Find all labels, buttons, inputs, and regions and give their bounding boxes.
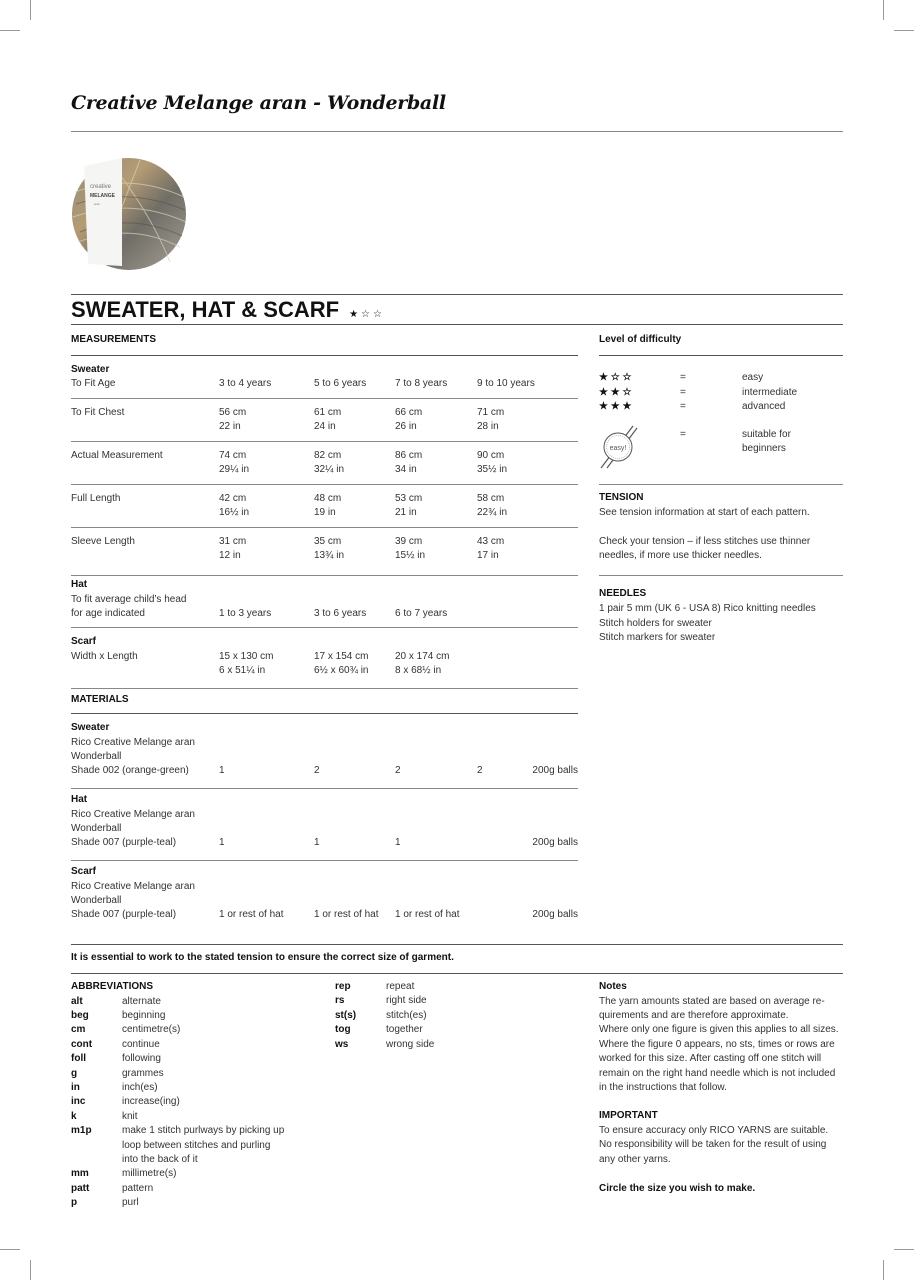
easy-badge-icon — [597, 422, 641, 470]
divider — [71, 713, 578, 714]
equals-sign: = — [680, 386, 686, 398]
divider — [71, 484, 578, 485]
crop-mark — [883, 1260, 884, 1280]
difficulty-stars: ★ ☆ ☆ — [599, 372, 632, 383]
material-quantity: 2 — [395, 765, 401, 776]
material-quantity: 1 — [314, 837, 320, 848]
hat-label: To fit average child’s head — [71, 594, 187, 605]
measurement-value: 16½ in — [219, 507, 250, 518]
divider — [71, 860, 578, 861]
yarn-title: Creative Melange aran - Wonderball — [71, 92, 446, 114]
abbreviation-meaning: following — [122, 1053, 161, 1065]
measurement-value: 31 cm — [219, 536, 247, 547]
abbreviation-meaning: millimetre(s) — [122, 1168, 177, 1180]
material-shade: Shade 007 (purple-teal) — [71, 837, 177, 848]
tension-text: See tension information at start of each pattern. — [599, 507, 810, 518]
abbreviation-term: inc — [71, 1096, 86, 1108]
abbreviation-meaning: alternate — [122, 995, 161, 1007]
measurement-label: Actual Measurement — [71, 450, 163, 461]
material-name: Wonderball — [71, 823, 122, 834]
measurement-value: 48 cm — [314, 493, 342, 504]
abbreviation-meaning: knit — [122, 1110, 138, 1122]
material-quantity: 1 — [219, 765, 225, 776]
needles-item: 1 pair 5 mm (UK 6 - USA 8) Rico knitting needles — [599, 603, 816, 614]
notes-text: The yarn amounts stated are based on average re- — [599, 995, 825, 1007]
scarf-value: 15 x 130 cm — [219, 651, 274, 662]
measurement-value: 13¾ in — [314, 550, 345, 561]
material-shade: Shade 002 (orange-green) — [71, 765, 189, 776]
material-unit: 200g balls — [532, 837, 578, 848]
difficulty-label: intermediate — [742, 386, 798, 398]
divider — [71, 944, 843, 945]
measurement-value: 32¼ in — [314, 464, 345, 475]
measurement-value: 9 to 10 years — [477, 378, 535, 389]
material-unit: 200g balls — [532, 909, 578, 920]
hat-value: 6 to 7 years — [395, 608, 448, 619]
needles-item: Stitch markers for sweater — [599, 632, 716, 643]
abbreviation-term: st(s) — [335, 1009, 357, 1021]
hat-label: for age indicated — [71, 608, 145, 619]
difficulty-label: advanced — [742, 401, 786, 412]
measurement-value: 7 to 8 years — [395, 378, 448, 389]
tension-heading: TENSION — [599, 492, 644, 503]
label-text: aran — [94, 202, 101, 206]
measurement-value: 21 in — [395, 507, 417, 518]
abbreviation-meaning: make 1 stitch purlways by picking up — [122, 1125, 285, 1137]
circle-size-note: Circle the size you wish to make. — [599, 1183, 756, 1194]
measurement-value: 71 cm — [477, 407, 505, 418]
abbreviation-term: g — [71, 1067, 78, 1079]
important-text: No responsibility will be taken for the result of using — [599, 1139, 827, 1151]
material-quantity: 1 — [395, 837, 401, 848]
crop-mark — [894, 30, 914, 31]
measurement-label: To Fit Chest — [71, 407, 125, 418]
abbreviation-meaning: wrong side — [386, 1038, 435, 1050]
divider — [71, 627, 578, 628]
measurement-value: 3 to 4 years — [219, 378, 272, 389]
material-quantity: 1 or rest of hat — [314, 909, 379, 920]
measurement-value: 66 cm — [395, 407, 423, 418]
abbreviation-term: m1p — [71, 1125, 92, 1137]
abbreviation-term: cm — [71, 1024, 86, 1036]
abbreviation-meaning: into the back of it — [122, 1153, 198, 1165]
abbreviation-term: k — [71, 1110, 77, 1122]
abbreviation-meaning: increase(ing) — [122, 1096, 180, 1108]
measurement-value: 35½ in — [477, 464, 508, 475]
abbreviation-meaning: centimetre(s) — [122, 1024, 181, 1036]
crop-mark — [894, 1249, 914, 1250]
measurement-value: 53 cm — [395, 493, 423, 504]
material-quantity: 1 or rest of hat — [395, 909, 460, 920]
hat-value: 3 to 6 years — [314, 608, 367, 619]
measurement-value: 43 cm — [477, 536, 505, 547]
yarn-ball-image — [70, 152, 188, 274]
tension-warning: It is essential to work to the stated tension to ensure the correct size of garment. — [71, 952, 454, 963]
measurement-value: 19 in — [314, 507, 336, 518]
star-filled-icon: ★ — [349, 309, 362, 320]
scarf-value: 8 x 68½ in — [395, 665, 442, 676]
equals-sign: = — [680, 401, 686, 412]
equals-sign: = — [680, 429, 686, 440]
divider — [71, 527, 578, 528]
measurement-value: 86 cm — [395, 450, 423, 461]
notes-heading: Notes — [599, 981, 627, 992]
divider — [71, 294, 843, 295]
divider — [71, 688, 578, 689]
difficulty-stars: ★ ★ ★ — [599, 401, 632, 412]
material-name: Rico Creative Melange aran — [71, 737, 195, 748]
abbreviation-term: beg — [71, 1009, 89, 1021]
tension-text: needles, if more use thicker needles. — [599, 550, 762, 561]
scarf-value: 6 x 51¼ in — [219, 665, 266, 676]
divider — [599, 355, 843, 356]
abbreviation-term: patt — [71, 1182, 90, 1194]
hat-value: 1 to 3 years — [219, 608, 272, 619]
divider — [71, 324, 843, 325]
hat-heading: Hat — [71, 579, 88, 590]
abbreviation-term: p — [71, 1197, 78, 1209]
material-name: Rico Creative Melange aran — [71, 881, 195, 892]
measurement-value: 15½ in — [395, 550, 426, 561]
difficulty-label: easy — [742, 372, 764, 383]
divider — [599, 575, 843, 576]
measurement-value: 17 in — [477, 550, 499, 561]
divider — [71, 441, 578, 442]
abbreviation-meaning: inch(es) — [122, 1081, 158, 1093]
abbreviation-term: tog — [335, 1024, 351, 1036]
abbreviation-meaning: pattern — [122, 1182, 154, 1194]
divider — [71, 575, 578, 576]
equals-sign: = — [680, 372, 686, 383]
notes-text: quirements and are therefore approximate. — [599, 1009, 789, 1021]
material-quantity: 1 or rest of hat — [219, 909, 284, 920]
measurement-value: 24 in — [314, 421, 336, 432]
star-empty-icon: ☆ — [373, 309, 385, 320]
measurement-label: Sleeve Length — [71, 536, 135, 547]
notes-text: Where only one figure is given this applies to all sizes. — [599, 1024, 839, 1036]
measurement-value: 39 cm — [395, 536, 423, 547]
measurements-heading: MEASUREMENTS — [71, 334, 157, 345]
crop-mark — [30, 0, 31, 20]
pattern-title: SWEATER, HAT & SCARF — [71, 297, 340, 322]
abbreviation-term: alt — [71, 995, 83, 1007]
measurement-label: Full Length — [71, 493, 121, 504]
difficulty-label: beginners — [742, 443, 786, 454]
notes-text: Where the figure 0 appears, no sts, times or rows are — [599, 1038, 835, 1050]
tension-text: Check your tension – if less stitches use thinner — [599, 536, 811, 547]
abbreviation-meaning: stitch(es) — [386, 1009, 427, 1021]
measurement-value: 90 cm — [477, 450, 505, 461]
star-empty-icon: ☆ — [361, 309, 373, 320]
measurement-value: 42 cm — [219, 493, 247, 504]
scarf-value: 17 x 154 cm — [314, 651, 369, 662]
needles-item: Stitch holders for sweater — [599, 617, 712, 629]
measurement-value: 5 to 6 years — [314, 378, 367, 389]
measurement-value: 82 cm — [314, 450, 342, 461]
label-text: creative — [90, 184, 112, 190]
scarf-label: Width x Length — [71, 651, 138, 662]
measurement-value: 56 cm — [219, 407, 247, 418]
abbreviation-meaning: continue — [122, 1038, 160, 1050]
notes-text: worked for this size. After casting off one stitch will — [599, 1053, 822, 1065]
material-heading: Hat — [71, 794, 88, 805]
abbreviation-term: rs — [335, 995, 345, 1007]
material-quantity: 2 — [477, 765, 483, 776]
divider — [71, 355, 578, 356]
difficulty-stars — [349, 309, 385, 320]
scarf-value: 20 x 174 cm — [395, 651, 450, 662]
abbreviation-meaning: right side — [386, 995, 427, 1007]
important-heading: IMPORTANT — [599, 1110, 658, 1121]
divider — [71, 131, 843, 132]
material-quantity: 2 — [314, 765, 320, 776]
material-heading: Scarf — [71, 866, 97, 877]
abbreviation-term: cont — [71, 1038, 93, 1050]
divider — [71, 398, 578, 399]
important-text: any other yarns. — [599, 1153, 671, 1165]
needles-heading: NEEDLES — [599, 588, 647, 599]
abbreviation-meaning: beginning — [122, 1009, 166, 1021]
crop-mark — [883, 0, 884, 20]
svg-text:easy!: easy! — [609, 445, 627, 452]
notes-text: in the instructions that follow. — [599, 1081, 727, 1093]
abbreviation-meaning: repeat — [386, 981, 415, 992]
abbreviation-term: mm — [71, 1168, 89, 1180]
crop-mark — [0, 1249, 20, 1250]
measurement-value: 34 in — [395, 464, 417, 475]
material-unit: 200g balls — [532, 765, 578, 776]
measurement-value: 35 cm — [314, 536, 342, 547]
measurement-value: 61 cm — [314, 407, 342, 418]
material-shade: Shade 007 (purple-teal) — [71, 909, 177, 920]
measurement-value: 22¾ in — [477, 507, 508, 518]
measurement-value: 29¼ in — [219, 464, 250, 475]
divider — [71, 973, 843, 974]
abbreviation-term: ws — [335, 1038, 349, 1050]
notes-text: remain on the right hand needle which is not included — [599, 1067, 836, 1079]
material-name: Wonderball — [71, 751, 122, 762]
sweater-heading: Sweater — [71, 364, 110, 375]
materials-heading: MATERIALS — [71, 694, 129, 705]
divider — [599, 484, 843, 485]
abbreviation-meaning: loop between stitches and purling — [122, 1139, 271, 1151]
abbreviations-heading: ABBREVIATIONS — [71, 981, 154, 992]
difficulty-label: suitable for — [742, 429, 791, 440]
measurement-value: 74 cm — [219, 450, 247, 461]
abbreviation-meaning: purl — [122, 1197, 139, 1209]
measurement-value: 58 cm — [477, 493, 505, 504]
divider — [71, 788, 578, 789]
important-text: To ensure accuracy only RICO YARNS are suitable. — [599, 1125, 829, 1136]
scarf-heading: Scarf — [71, 636, 97, 647]
measurement-value: 12 in — [219, 550, 241, 561]
measurement-value: 28 in — [477, 421, 499, 432]
material-quantity: 1 — [219, 837, 225, 848]
label-text: MELANGE — [90, 193, 115, 199]
abbreviation-term: rep — [335, 981, 351, 992]
material-name: Wonderball — [71, 895, 122, 906]
material-heading: Sweater — [71, 722, 110, 733]
abbreviation-term: foll — [71, 1053, 86, 1065]
measurement-label: To Fit Age — [71, 378, 116, 389]
pattern-title-row — [71, 297, 385, 323]
crop-mark — [30, 1260, 31, 1280]
measurement-value: 26 in — [395, 421, 417, 432]
difficulty-heading: Level of difficulty — [599, 334, 682, 345]
difficulty-stars: ★ ★ ☆ — [599, 386, 632, 398]
measurement-value: 22 in — [219, 421, 241, 432]
material-name: Rico Creative Melange aran — [71, 809, 195, 820]
abbreviation-meaning: together — [386, 1024, 423, 1036]
crop-mark — [0, 30, 20, 31]
abbreviation-term: in — [71, 1081, 80, 1093]
abbreviation-meaning: grammes — [122, 1067, 164, 1079]
scarf-value: 6½ x 60¾ in — [314, 665, 369, 676]
